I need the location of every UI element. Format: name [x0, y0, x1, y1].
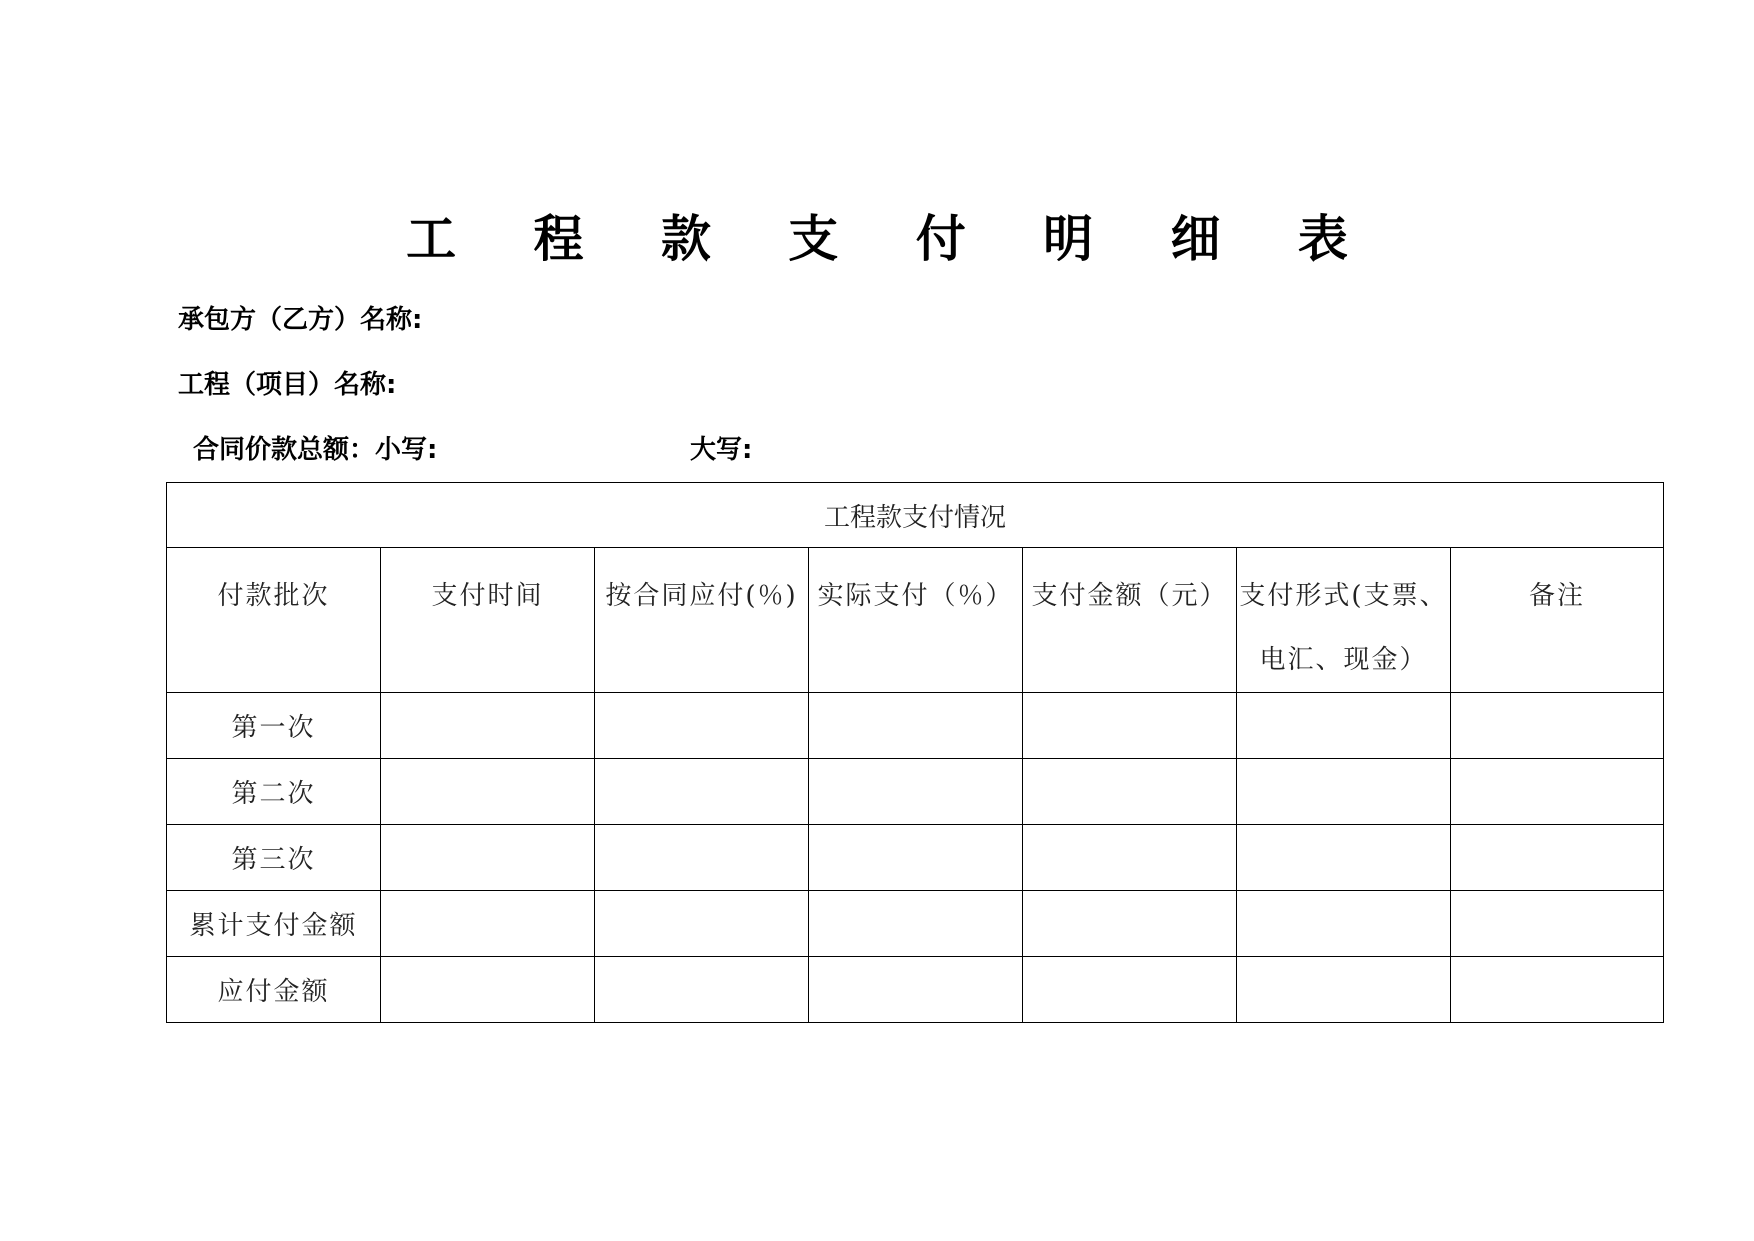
project-name-label: 工程（项目）名称: — [178, 370, 397, 400]
table-row — [167, 759, 1664, 825]
table-cell — [381, 759, 595, 825]
column-header-text: 支付金额（元） — [1031, 581, 1228, 611]
table-cell — [1237, 891, 1451, 957]
table-cell — [1237, 825, 1451, 891]
table-cell — [1237, 759, 1451, 825]
column-header — [1023, 548, 1237, 693]
table-cell — [809, 891, 1023, 957]
table-cell — [809, 759, 1023, 825]
table-cell — [1023, 759, 1237, 825]
column-header-text: 备注 — [1529, 581, 1586, 611]
table-cell — [1451, 759, 1664, 825]
table-row — [167, 825, 1664, 891]
table-caption: 工程款支付情况 — [167, 483, 1664, 548]
row-label: 第三次 — [167, 825, 381, 891]
table-cell — [381, 891, 595, 957]
table-row — [167, 957, 1664, 1023]
table-cell — [1451, 957, 1664, 1023]
contract-total-lowercase-label: 合同价款总额：小写: — [193, 435, 438, 465]
row-label: 应付金额 — [167, 957, 381, 1023]
column-header-text: 电汇、现金） — [1259, 645, 1428, 675]
table-cell — [1237, 957, 1451, 1023]
table-cell — [809, 825, 1023, 891]
table-cell — [595, 693, 809, 759]
contract-total-uppercase-label: 大写: — [690, 435, 753, 465]
row-label: 第二次 — [167, 759, 381, 825]
table-row — [167, 891, 1664, 957]
table-cell — [1237, 693, 1451, 759]
table-cell — [595, 891, 809, 957]
table-cell — [1451, 693, 1664, 759]
table-cell — [1451, 825, 1664, 891]
table-header-row — [167, 548, 1664, 693]
table-row — [167, 693, 1664, 759]
payment-detail-table — [166, 482, 1664, 1023]
column-header — [595, 548, 809, 693]
table-cell — [1451, 891, 1664, 957]
page-title: 工 程 款 支 付 明 细 表 — [406, 210, 1378, 268]
table-cell — [809, 957, 1023, 1023]
column-header-text: 实际支付（％） — [817, 581, 1014, 611]
table-cell — [595, 825, 809, 891]
column-header — [809, 548, 1023, 693]
table-cell — [595, 759, 809, 825]
column-header-text: 付款批次 — [217, 581, 330, 611]
table-cell — [381, 957, 595, 1023]
table-cell — [1023, 825, 1237, 891]
column-header — [381, 548, 595, 693]
table-cell — [381, 825, 595, 891]
table-cell — [809, 693, 1023, 759]
table-cell — [595, 957, 809, 1023]
table-cell — [1023, 891, 1237, 957]
column-header — [1451, 548, 1664, 693]
column-header-text: 支付时间 — [431, 581, 544, 611]
column-header — [167, 548, 381, 693]
table-cell — [1023, 957, 1237, 1023]
table-cell — [381, 693, 595, 759]
row-label: 第一次 — [167, 693, 381, 759]
table-cell — [1023, 693, 1237, 759]
column-header — [1237, 548, 1451, 693]
column-header-text: 按合同应付(％) — [605, 581, 798, 611]
row-label: 累计支付金额 — [167, 891, 381, 957]
column-header-text: 支付形式(支票、 — [1239, 581, 1448, 611]
contractor-name-label: 承包方（乙方）名称: — [178, 305, 423, 335]
table-caption-row — [167, 483, 1664, 548]
